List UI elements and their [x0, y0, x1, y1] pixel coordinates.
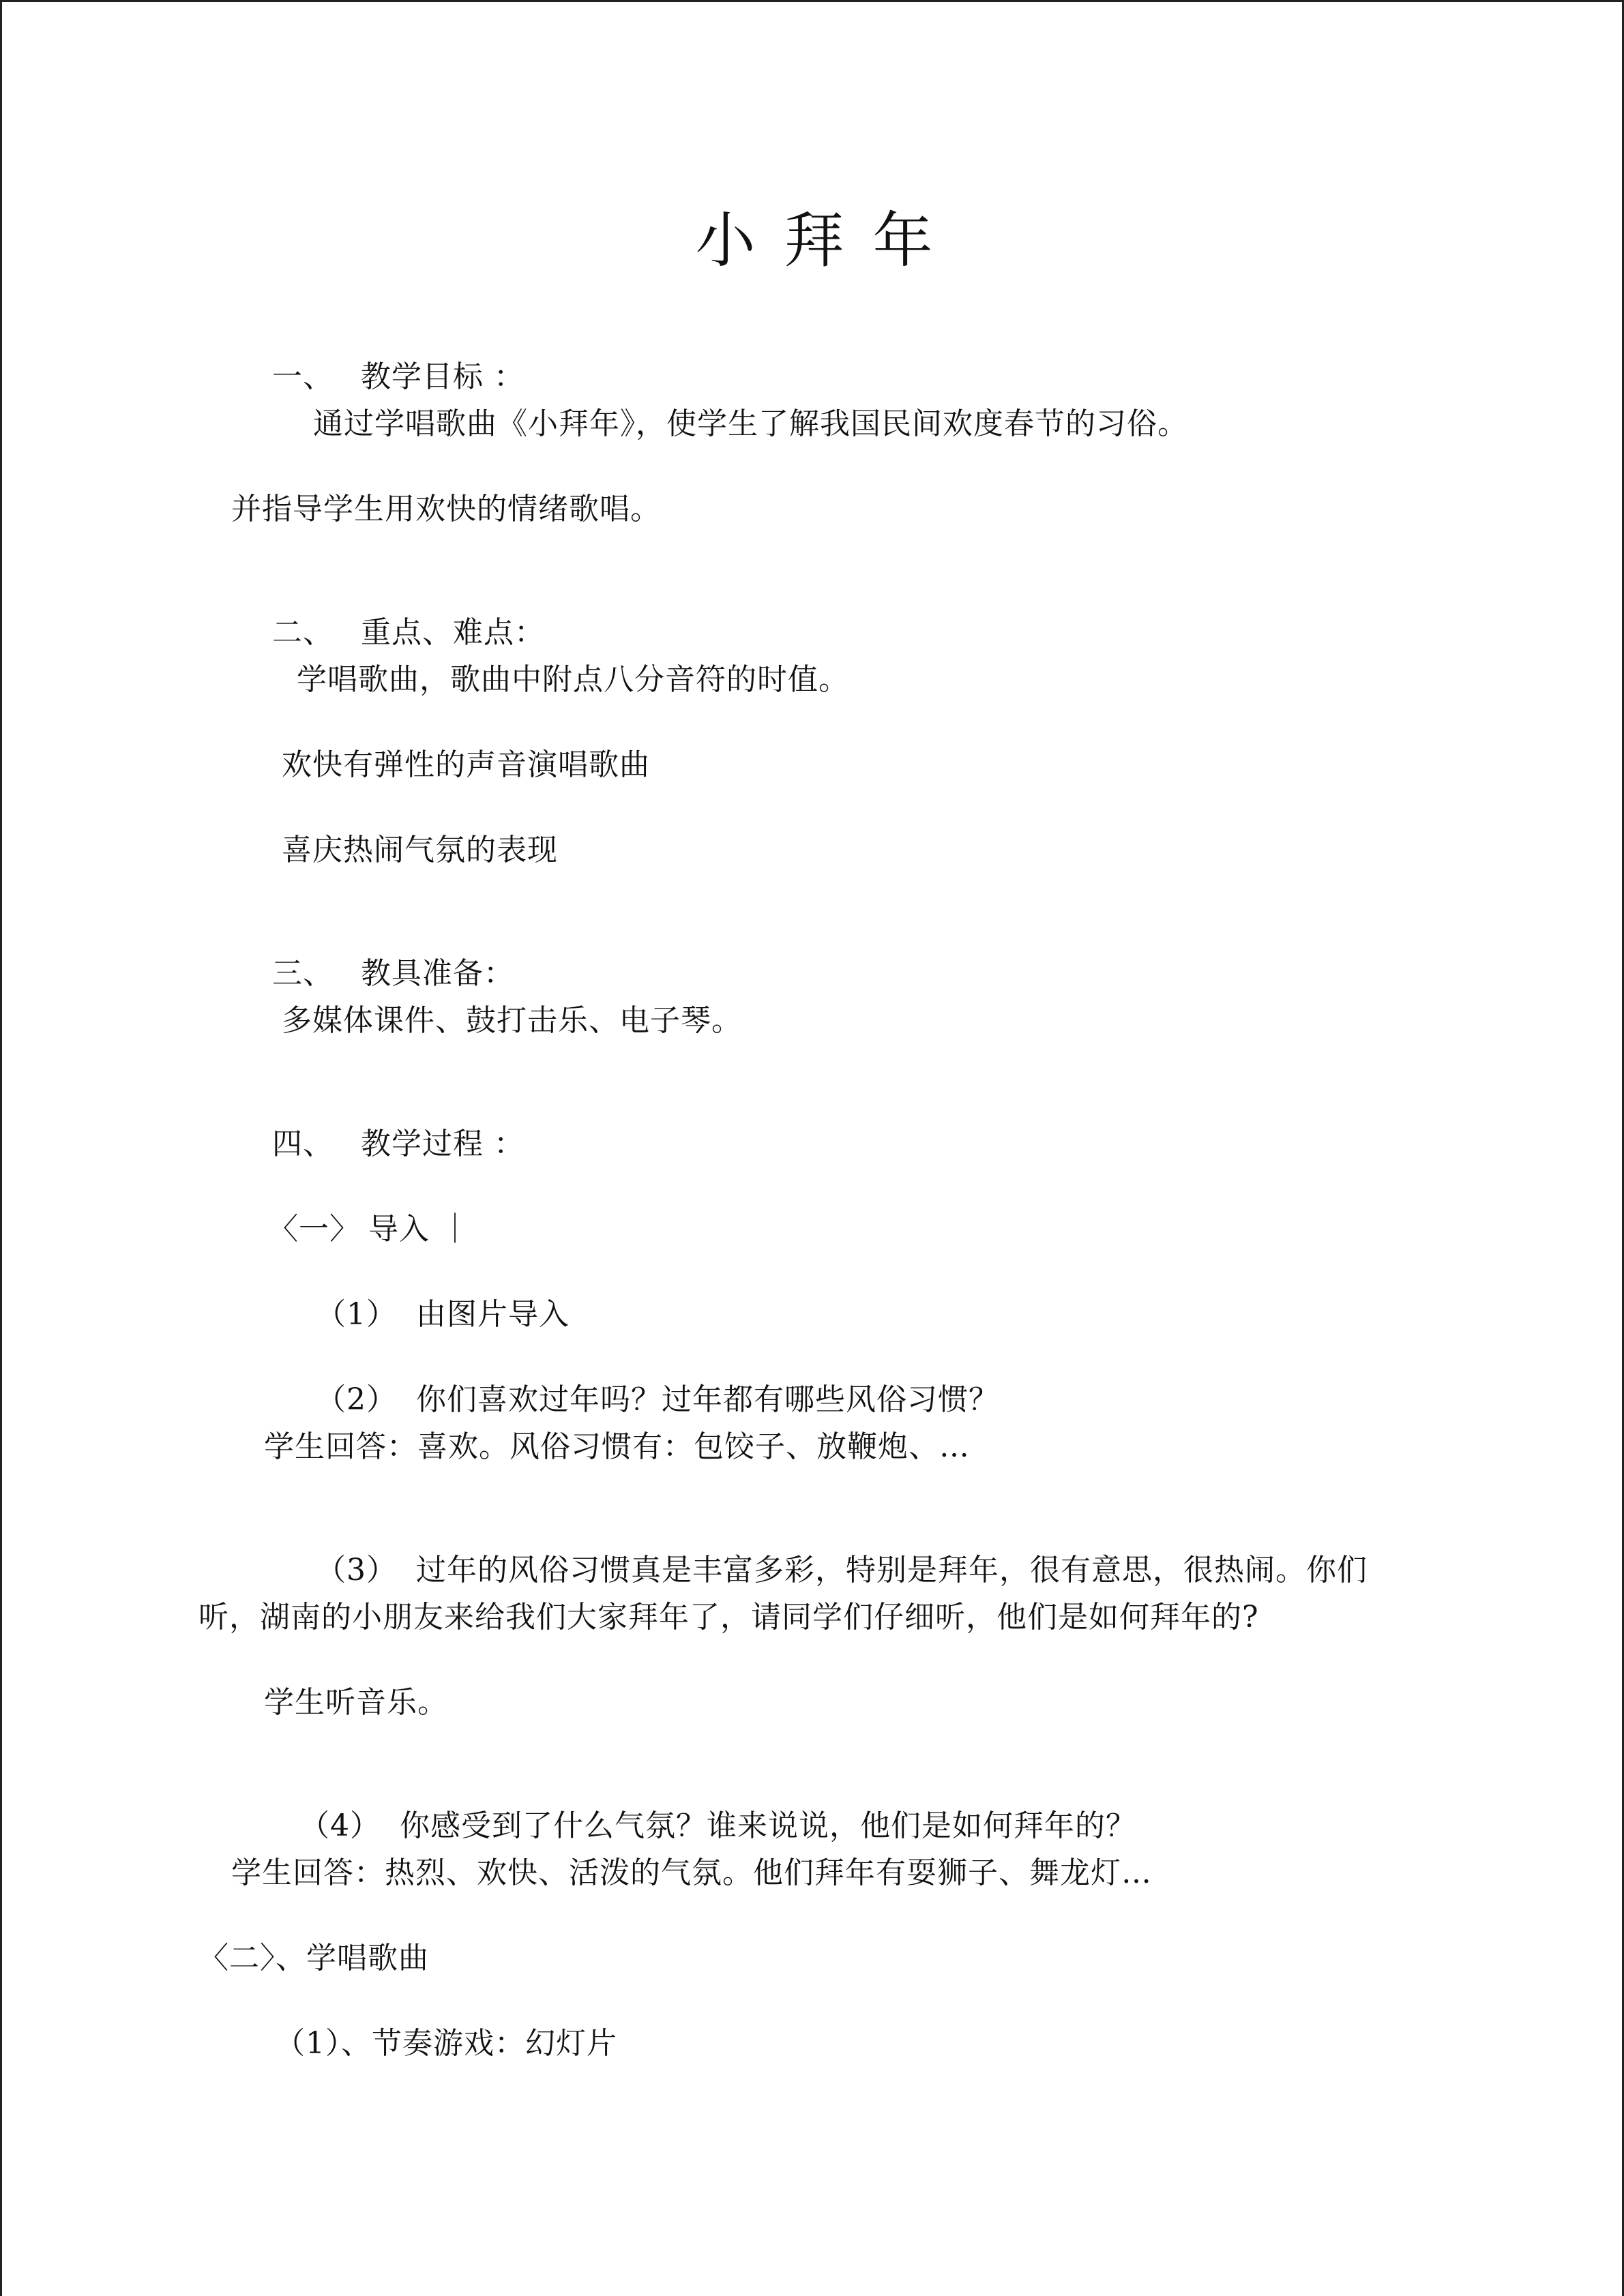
section-number: 四、: [271, 1127, 334, 1161]
paragraph-line: （1）、节奏游戏：幻灯片: [275, 2026, 617, 2061]
subsection-number: 〈一〉: [267, 1212, 360, 1247]
paragraph-line: 多媒体课件、鼓打击乐、电子琴。: [282, 1003, 742, 1038]
item-text: 过年的风俗习惯真是丰富多彩，特别是拜年，很有意思，很热闹。你们: [415, 1553, 1368, 1587]
paragraph-line: 学生听音乐。: [264, 1685, 448, 1720]
section-number: 三、: [271, 956, 334, 991]
section-number: 一、: [271, 359, 334, 394]
paragraph-line: 并指导学生用欢快的情绪歌唱。: [231, 492, 661, 526]
subsection-heading-learn-song: 〈二〉、学唱歌曲: [198, 1941, 429, 1976]
section-number: 二、: [271, 615, 334, 650]
item-text: 由图片导入: [415, 1297, 570, 1332]
section-title: 重点、难点：: [360, 615, 545, 650]
paragraph-line: 学生回答：热烈、欢快、活泼的气氛。他们拜年有耍狮子、舞龙灯…: [231, 1855, 1152, 1890]
section-title: 教学过程 ：: [360, 1127, 525, 1161]
section-title: 教具准备：: [360, 956, 514, 991]
item-number: （3）: [315, 1553, 397, 1587]
paragraph-line: 听，湖南的小朋友来给我们大家拜年了，请同学们仔细听，他们是如何拜年的?: [198, 1600, 1259, 1635]
paragraph-line: 通过学唱歌曲《小拜年》，使学生了解我国民间欢度春节的习俗。: [313, 406, 1188, 441]
subsection-title: 导入 ｜: [368, 1212, 471, 1247]
paragraph-line: 学唱歌曲，歌曲中附点八分音符的时值。: [297, 662, 849, 697]
section-title: 教学目标 ：: [360, 359, 525, 394]
paragraph-line: 学生回答：喜欢。风俗习惯有：包饺子、放鞭炮、…: [264, 1429, 970, 1464]
paragraph-line: 喜庆热闹气氛的表现: [282, 833, 558, 867]
item-number: （2）: [315, 1382, 397, 1417]
item-text: 你感受到了什么气氛？谁来说说，他们是如何拜年的？: [399, 1808, 1136, 1843]
paragraph-line: 欢快有弹性的声音演唱歌曲: [282, 747, 650, 782]
item-number: （4）: [299, 1808, 381, 1843]
document-title: 小拜年: [695, 205, 962, 275]
item-text: 你们喜欢过年吗？过年都有哪些风俗习惯？: [415, 1382, 999, 1417]
item-number: （1）: [315, 1297, 397, 1332]
